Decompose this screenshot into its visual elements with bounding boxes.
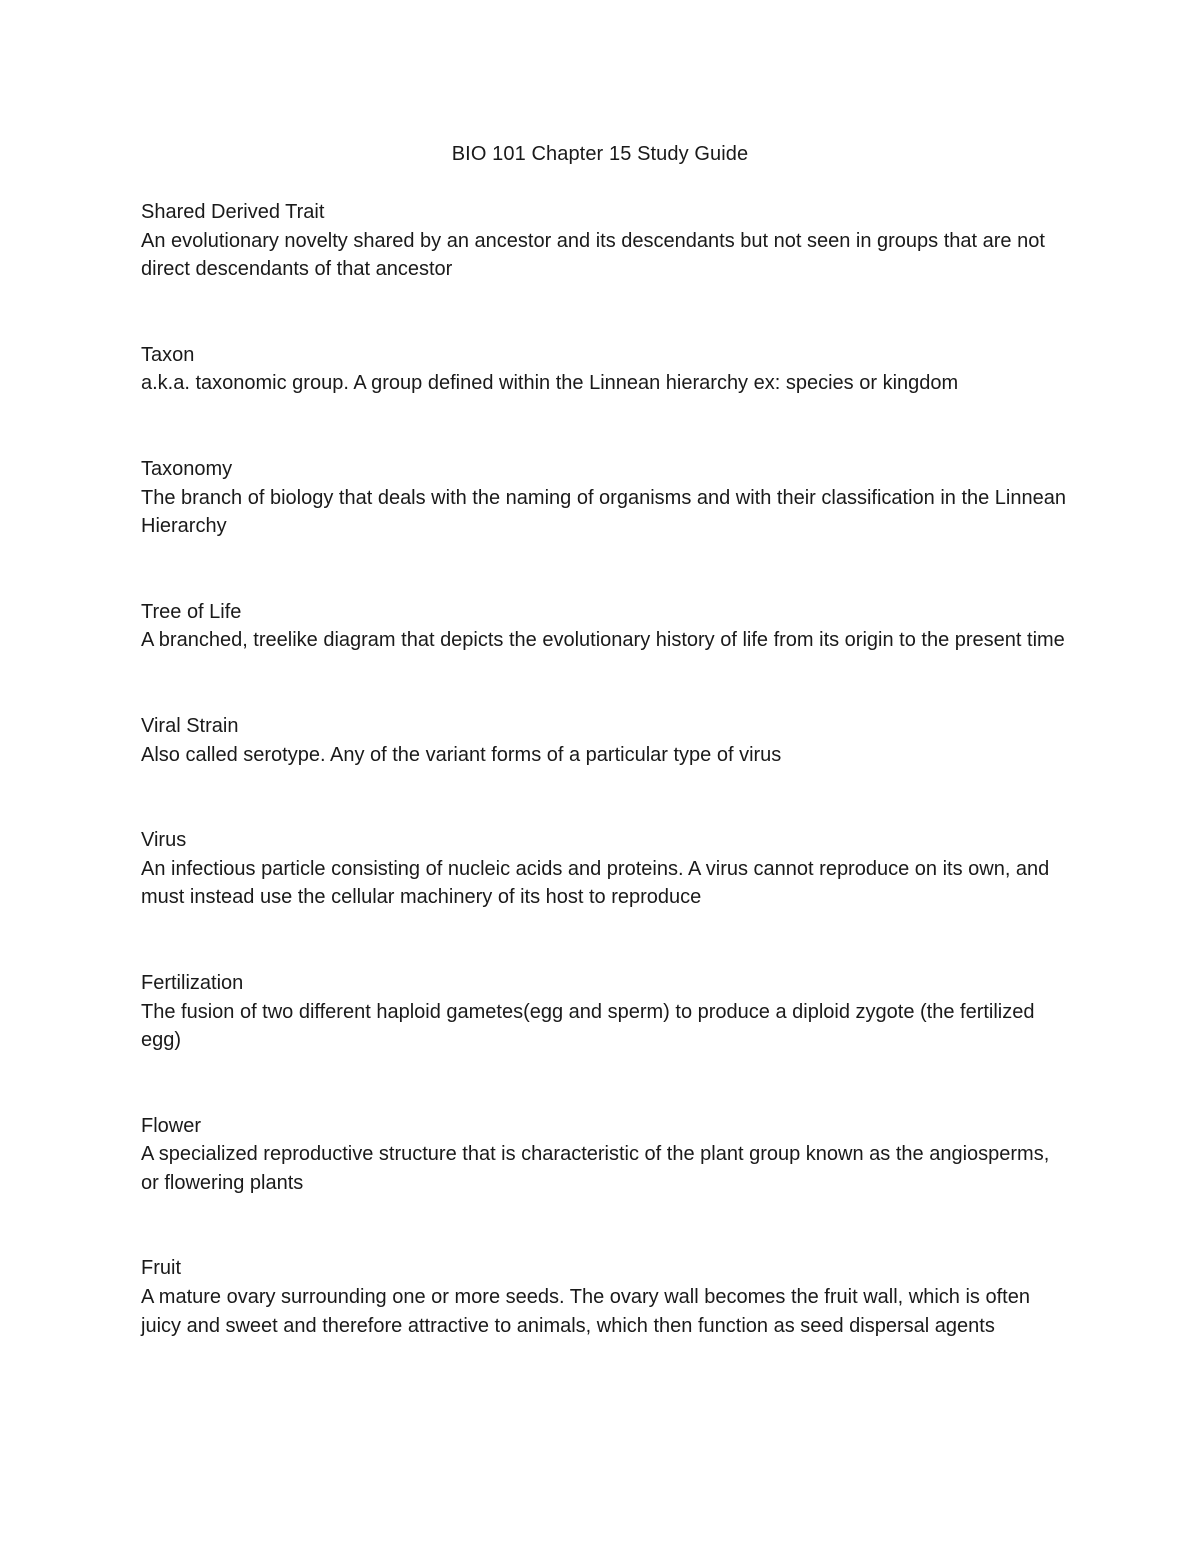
glossary-term: Taxonomy [141, 457, 233, 480]
glossary-entry [141, 712, 1071, 769]
glossary-entry [141, 969, 1071, 1055]
glossary-definition: a.k.a. taxonomic group. A group defined within the Linnean hierarchy ex: species or kingdom [141, 372, 959, 395]
glossary-entry [141, 198, 1071, 284]
glossary-definition: The branch of biology that deals with the naming of organisms and with their classification in the Linnean Hierarchy [141, 486, 1066, 538]
glossary-definition: An infectious particle consisting of nucleic acids and proteins. A virus cannot reproduce on its own, and must instead use the cellular machinery of its host to reproduce [141, 857, 1050, 909]
glossary-entry [141, 1254, 1071, 1340]
glossary-term: Virus [141, 829, 187, 852]
glossary-definition: A branched, treelike diagram that depicts the evolutionary history of life from its origin to the present time [141, 629, 1065, 652]
glossary-term: Fertilization [141, 971, 244, 994]
glossary-term: Viral Strain [141, 714, 239, 737]
glossary-definition: An evolutionary novelty shared by an ancestor and its descendants but not seen in groups that are not direct descendants of that ancestor [141, 229, 1045, 281]
glossary-term: Flower [141, 1114, 202, 1137]
glossary-term: Tree of Life [141, 600, 242, 623]
glossary-entry [141, 455, 1071, 541]
glossary-term: Fruit [141, 1257, 181, 1280]
glossary-term: Shared Derived Trait [141, 201, 325, 223]
document-title: BIO 101 Chapter 15 Study Guide [451, 143, 749, 165]
glossary-definition: The fusion of two different haploid gametes(egg and sperm) to produce a diploid zygote (the fertilized egg) [141, 1000, 1035, 1052]
glossary-entry [141, 341, 1071, 398]
glossary-entry [141, 1112, 1071, 1198]
glossary-definition: A mature ovary surrounding one or more seeds. The ovary wall becomes the fruit wall, which is often juicy and sweet and therefore attractive to animals, which then function as seed dispersal agents [141, 1286, 1030, 1337]
glossary-list [141, 198, 1071, 1397]
glossary-entry [141, 826, 1071, 912]
glossary-entry [141, 598, 1071, 655]
glossary-definition: Also called serotype. Any of the variant forms of a particular type of virus [141, 743, 782, 766]
glossary-definition: A specialized reproductive structure that is characteristic of the plant group known as the angiosperms, or flowering plants [141, 1143, 1050, 1194]
glossary-term: Taxon [141, 343, 195, 366]
